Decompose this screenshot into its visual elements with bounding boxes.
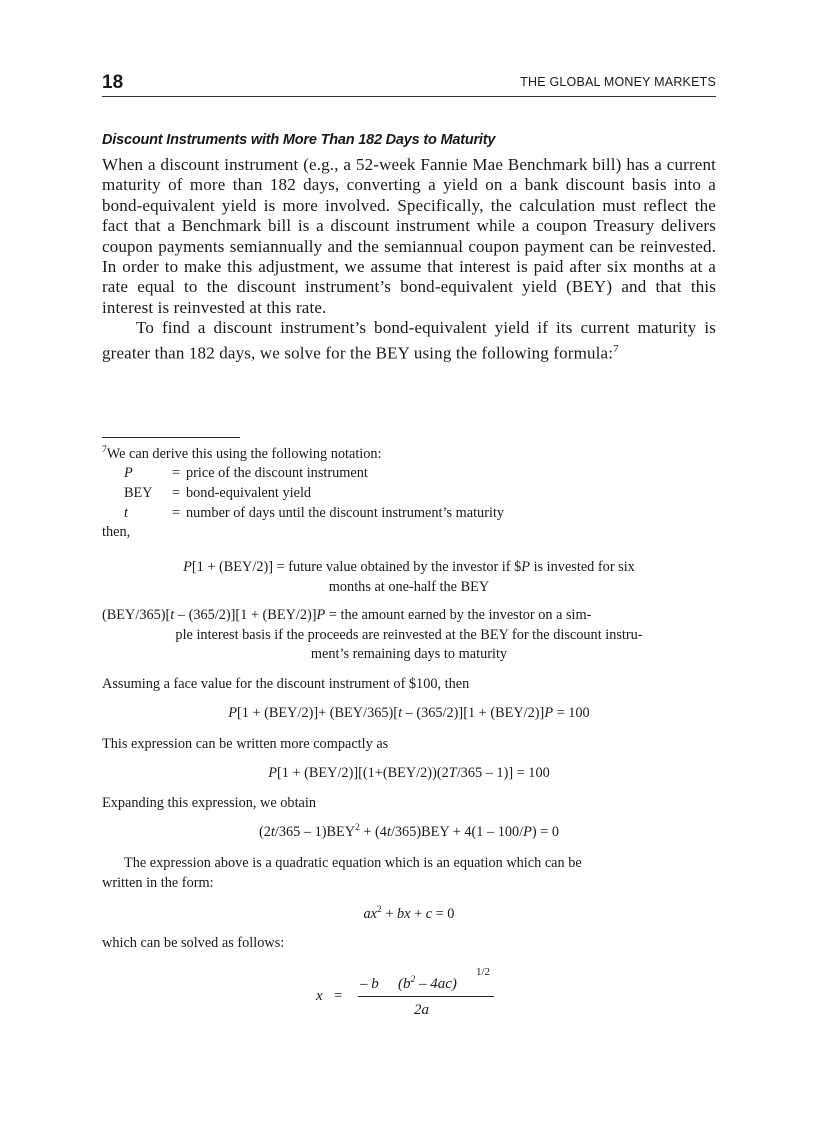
running-head-title: THE GLOBAL MONEY MARKETS: [520, 75, 716, 89]
eq-text: (2: [258, 824, 271, 840]
var-t: T: [448, 765, 457, 781]
solved-text: which can be solved as follows:: [102, 935, 285, 951]
formula-denominator: 2a: [414, 1002, 429, 1018]
equation-2: [102, 765, 716, 782]
quadratic-line-2: written in the form:: [102, 874, 214, 891]
var-c: c: [425, 906, 433, 922]
assumption-text: Assuming a face value for the discount instrument of $100, then: [102, 676, 470, 692]
footnote-rule: [102, 437, 240, 438]
eq-text: [1 + (BEY/2)]+ (BEY/365)[: [237, 705, 399, 721]
expanding-text: Expanding this expression, we obtain: [102, 795, 317, 811]
eq-text: + (4: [359, 824, 387, 840]
var-ax: ax: [363, 906, 378, 922]
eq-text: /365 – 1)BEY: [274, 824, 356, 840]
var-p: P: [523, 824, 532, 840]
footnote-reference: 7: [613, 342, 619, 355]
fv-text: [1 + (BEY/2)] = future value obtained by the investor if $: [191, 559, 522, 575]
quadratic-paragraph: [102, 854, 716, 893]
formula-num-b: – b: [360, 976, 379, 992]
footnote-intro-text: We can derive this using the following notation:: [106, 445, 382, 462]
eq-text: ) = 0: [531, 824, 560, 840]
page-number: 18: [102, 72, 124, 93]
simple-interest-line-1: [102, 606, 716, 626]
definition-p: [102, 464, 716, 484]
eq-text: +: [410, 906, 426, 922]
running-header: [102, 70, 716, 97]
superscript: 2: [410, 975, 416, 985]
si-text: – (365/2)][1 + (BEY/2)]: [174, 607, 317, 623]
eq-text: [1 + (BEY/2)][(1+(BEY/2))(2: [276, 765, 449, 781]
then-line: then,: [102, 524, 131, 541]
definition-equals: =: [172, 465, 181, 482]
future-value-block: [102, 558, 716, 597]
paragraph-2: [102, 318, 716, 363]
var-p: P: [268, 765, 277, 781]
footnote-marker: 7: [102, 445, 107, 455]
definition-equals: =: [172, 484, 181, 501]
eq-text: = 0: [432, 906, 455, 922]
simple-interest-line-2: ple interest basis if the proceeds are reinvested at the BEY for the discount instru-: [175, 626, 643, 643]
future-value-line-2: months at one-half the BEY: [328, 578, 490, 595]
body-text: [102, 155, 716, 364]
definition-equals: =: [172, 504, 181, 521]
definition-text: bond-equivalent yield: [186, 484, 312, 501]
si-text: (BEY/365)[: [102, 607, 171, 623]
var-t: t: [270, 824, 275, 840]
simple-interest-block: [102, 606, 716, 665]
simple-interest-line-3: ment’s remaining days to maturity: [310, 646, 508, 663]
formula-equals: =: [334, 988, 343, 1004]
fraction-bar: [358, 996, 494, 997]
definition-bey: [102, 484, 716, 504]
var-p: P: [183, 559, 192, 575]
superscript: 2: [377, 905, 382, 916]
equation-1: [102, 705, 716, 722]
quadratic-formula: [316, 966, 516, 1026]
section-title: Discount Instruments with More Than 182 Days to Maturity: [102, 132, 496, 148]
formula-num-paren: [398, 976, 457, 993]
equation-3: [102, 824, 716, 841]
si-text: = the amount earned by the investor on a sim-: [325, 607, 592, 623]
footnote-intro: [102, 441, 716, 464]
superscript: 2: [355, 823, 360, 834]
eq-text: +: [381, 906, 397, 922]
var-p: P: [228, 705, 237, 721]
equation-4: [102, 906, 716, 923]
definition-symbol: t: [124, 504, 128, 521]
eq-text: = 100: [553, 705, 590, 721]
var-p: P: [521, 559, 530, 575]
future-value-line-1: [102, 558, 716, 578]
formula-exponent: 1/2: [476, 966, 491, 978]
definition-symbol: BEY: [124, 484, 153, 501]
num-rest-text: – 4ac): [415, 976, 457, 992]
var-p: P: [316, 607, 326, 623]
compact-text: This expression can be written more compactly as: [102, 736, 389, 752]
var-t: t: [398, 705, 403, 721]
formula-x: x: [316, 988, 323, 1004]
quadratic-line-1: The expression above is a quadratic equation which is an equation which can be: [124, 855, 582, 871]
fv-text-end: is invested for six: [530, 559, 635, 575]
var-p: P: [544, 705, 554, 721]
footnote: [102, 441, 716, 543]
var-bx: bx: [397, 906, 411, 922]
var-t: t: [386, 824, 391, 840]
definition-text: price of the discount instrument: [186, 465, 368, 482]
eq-text: /365 – 1)] = 100: [456, 765, 550, 781]
var-t: t: [170, 607, 175, 623]
definition-symbol: P: [124, 465, 133, 482]
definition-text: number of days until the discount instrument’s maturity: [186, 504, 505, 521]
eq-text: /365)BEY + 4(1 – 100/: [390, 824, 524, 840]
paragraph-2-text: To find a discount instrument’s bond-equivalent yield if its current maturity is greater than 182 days, we solve for the BEY using the following formula:: [102, 318, 716, 363]
eq-text: – (365/2)][1 + (BEY/2)]: [402, 705, 545, 721]
num-paren-text: (b: [398, 976, 411, 992]
paragraph-1: When a discount instrument (e.g., a 52-week Fannie Mae Benchmark bill) has a current maturity of more than 182 days, converting a yield on a bank discount basis into a bond-equivalent yield is more involved. Specifically, the calculation must reflect the fact that a Benchmark bill is a discount instrument while a coupon Treasury delivers coupon payments semiannually and the semiannual coupon payment can be reinvested. In order to make this adjustment, we assume that interest is paid after six months at a rate equal to the discount instrument’s bond-equivalent yield (BEY) and that this interest is reinvested at this rate.: [102, 155, 716, 317]
definition-t: [102, 504, 716, 524]
